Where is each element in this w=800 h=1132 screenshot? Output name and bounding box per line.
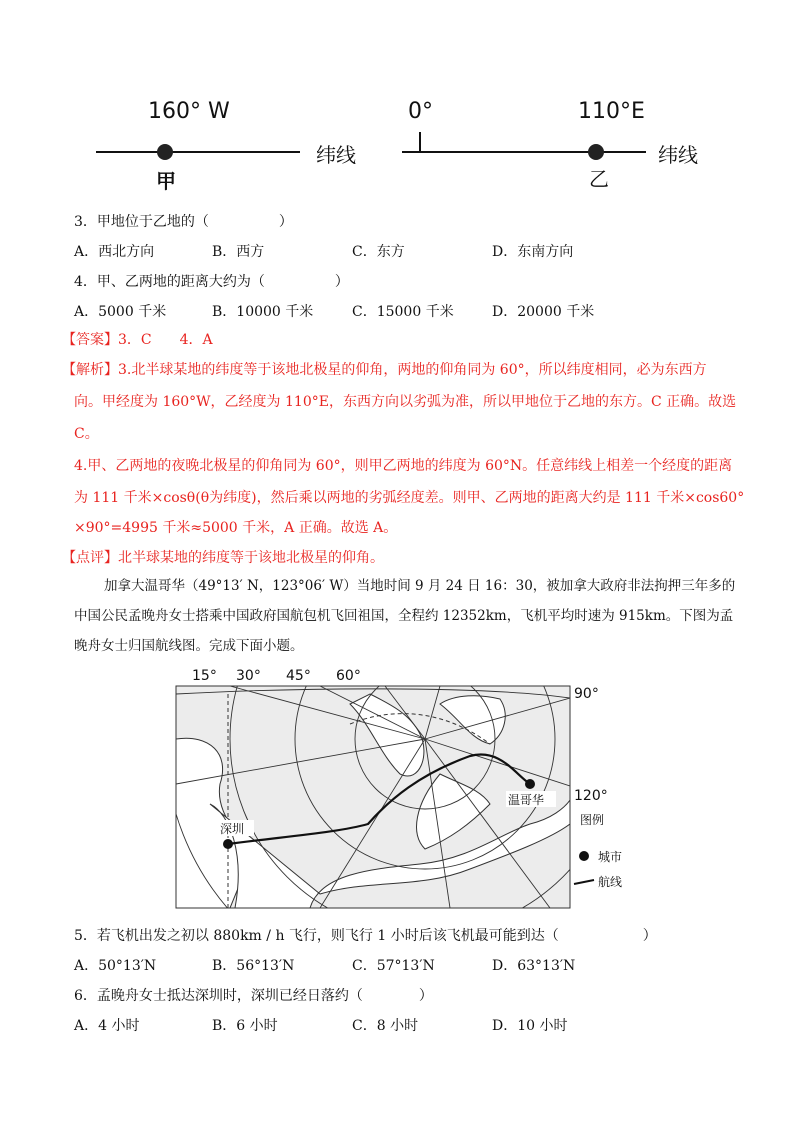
latitude-diagram [90, 90, 730, 200]
q3-option-d[interactable]: D．东南方向 [492, 244, 574, 260]
q5-option-b[interactable]: B．56°13′N [212, 958, 295, 974]
answer-text: 3．C 4．A [118, 332, 213, 348]
analysis-p2-l3: ×90°=4995 千米≈5000 千米，A 正确。故选 A。 [74, 520, 398, 536]
lon-label-15: 15° [192, 668, 217, 684]
city-vancouver-label: 温哥华 [508, 793, 545, 807]
analysis-p2-l2: 为 111 千米×cosθ(θ为纬度)，然后乘以两地的劣弧经度差。则甲、乙两地的距离大约是 111 千米×cos60° [74, 490, 745, 506]
intro-l3: 晚舟女士归国航线图。完成下面小题。 [74, 638, 304, 654]
intro-l2: 中国公民孟晚舟女士搭乘中国政府国航包机飞回祖国，全程约 12352km，飞机平均时速为 915km。下图为孟 [74, 608, 734, 624]
q4-option-a[interactable]: A．5000 千米 [74, 304, 167, 320]
left-axis-label: 纬线 [316, 143, 356, 167]
intro-l1: 加拿大温哥华（49°13′ N，123°06′ W）当地时间 9 月 24 日 16：30，被加拿大政府非法拘押三年多的 [104, 578, 736, 594]
left-point-name: 甲 [156, 169, 176, 193]
comment-text: 北半球某地的纬度等于该地北极星的仰角。 [118, 550, 384, 566]
q5-option-c[interactable]: C．57°13′N [352, 958, 435, 974]
q5-stem: 5．若飞机出发之初以 880km / h 飞行，则飞行 1 小时后该飞机最可能到达（ ） [74, 928, 657, 944]
q3-option-c[interactable]: C．东方 [352, 244, 405, 260]
legend-route-marker [574, 880, 594, 884]
q4-option-d[interactable]: D．20000 千米 [492, 304, 595, 320]
legend-route-label: 航线 [598, 875, 623, 889]
left-lon-label: 160° W [148, 99, 230, 124]
q4-stem: 4．甲、乙两地的距离大约为（ ） [74, 274, 349, 290]
point-jia [157, 144, 173, 160]
right-lon-label: 110°E [578, 99, 645, 124]
analysis-p1-l3: C。 [74, 426, 99, 442]
q4-option-c[interactable]: C．15000 千米 [352, 304, 454, 320]
analysis-p2-l1: 4.甲、乙两地的夜晚北极星的仰角同为 60°，则甲乙两地的纬度为 60°N。任意纬线上相差一个经度的距离 [74, 458, 733, 474]
lon-label-60: 60° [336, 668, 361, 684]
q3-stem: 3．甲地位于乙地的（ ） [74, 214, 293, 230]
city-shenzhen-marker [223, 839, 233, 849]
legend-city-marker [579, 851, 589, 861]
legend-title: 图例 [580, 813, 605, 827]
answer-line [62, 330, 213, 350]
q6-option-a[interactable]: A．4 小时 [74, 1018, 140, 1034]
q3-option-a[interactable]: A．西北方向 [74, 244, 155, 260]
point-yi [588, 144, 604, 160]
comment-tag: 【点评】 [62, 550, 118, 566]
city-vancouver-marker [525, 779, 535, 789]
analysis-tag: 【解析】 [62, 362, 118, 378]
analysis-line-1 [62, 360, 707, 380]
q6-option-d[interactable]: D．10 小时 [492, 1018, 568, 1034]
right-axis-label: 纬线 [658, 143, 698, 167]
right-point-name: 乙 [589, 167, 609, 191]
legend-city-label: 城市 [598, 850, 623, 864]
right-zero-label: 0° [408, 99, 433, 124]
analysis-p1-l1: 3.北半球某地的纬度等于该地北极星的仰角，两地的仰角同为 60°，所以纬度相同，必为东西方 [118, 362, 707, 378]
q5-option-a[interactable]: A．50°13′N [74, 958, 157, 974]
q3-option-b[interactable]: B．西方 [212, 244, 265, 260]
lon-label-45: 45° [286, 668, 311, 684]
answer-tag: 【答案】 [62, 332, 118, 348]
lon-label-30: 30° [236, 668, 261, 684]
q6-option-c[interactable]: C．8 小时 [352, 1018, 419, 1034]
q5-option-d[interactable]: D．63°13′N [492, 958, 576, 974]
analysis-p1-l2: 向。甲经度为 160°W，乙经度为 110°E，东西方向以劣弧为准，所以甲地位于乙地的东方。C 正确。故选 [74, 394, 737, 410]
city-shenzhen-label: 深圳 [220, 822, 245, 836]
q4-option-b[interactable]: B．10000 千米 [212, 304, 314, 320]
comment-line [62, 548, 384, 568]
route-map [170, 664, 650, 914]
lon-label-120: 120° [574, 788, 608, 804]
lon-label-90: 90° [574, 686, 599, 702]
q6-stem: 6．孟晚舟女士抵达深圳时，深圳已经日落约（ ） [74, 988, 433, 1004]
q6-option-b[interactable]: B．6 小时 [212, 1018, 278, 1034]
